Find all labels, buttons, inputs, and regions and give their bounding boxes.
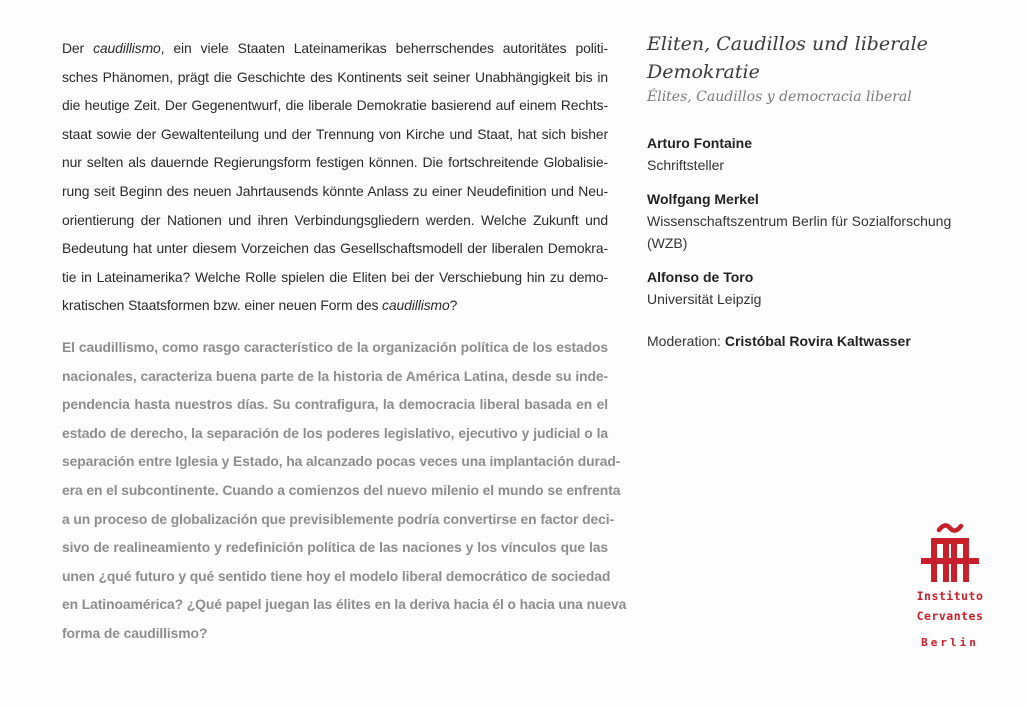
moderator-name: Cristóbal Rovira Kaltwasser xyxy=(724,333,911,349)
event-title-german: Eliten, Caudillos und liberale Demokratie xyxy=(647,33,928,83)
italic-term: caudillismo xyxy=(93,40,161,56)
german-text-line: orientierung der Nationen und ihren Verbindungsgliedern werden. Welche Zukunft und xyxy=(62,211,608,228)
german-text-line: tie in Lateinamerika? Welche Rolle spielen die Eliten bei der Verschiebung hin zu demo- xyxy=(62,268,608,285)
logo-city: Berlin xyxy=(921,636,979,649)
speaker-3 xyxy=(647,266,992,310)
spanish-text-line: pendencia hasta nuestros días. Su contrafigura, la democracia liberal basada en el xyxy=(62,396,608,413)
spanish-text-line: nacionales, caracteriza buena parte de la historia de América Latina, desde su inde- xyxy=(62,367,608,384)
spanish-text-line: a un proceso de globalización que previsiblemente podría convertirse en factor deci- xyxy=(62,510,615,527)
spanish-text-line: en Latinoamérica? ¿Qué papel juegan las élites en la deriva hacia él o hacia una nueva xyxy=(62,596,627,613)
spanish-text-line: estado de derecho, la separación de los poderes legislativo, ejecutivo y judicial o la xyxy=(62,424,608,441)
event-title-spanish: Élites, Caudillos y democracia liberal xyxy=(647,89,912,105)
logo-text-cervantes: Cervantes xyxy=(916,609,984,623)
spanish-text-line: separación entre Iglesia y Estado, ha alcanzado pocas veces una implantación durad- xyxy=(62,453,621,470)
right-column xyxy=(647,30,992,352)
speaker-affiliation: Schriftsteller xyxy=(647,157,725,173)
spanish-text-line: unen ¿qué futuro y qué sentido tiene hoy el modelo liberal democrático de sociedad xyxy=(62,567,611,584)
german-text-line: rung seit Beginn des neuen Jahrtausends könnte Anlass zu einer Neudefinition und Neu- xyxy=(62,182,608,199)
left-column xyxy=(62,34,627,647)
german-paragraph xyxy=(62,34,608,320)
speaker-1 xyxy=(647,132,992,176)
speaker-name: Wolfgang Merkel xyxy=(647,191,759,207)
speaker-2 xyxy=(647,188,992,254)
german-text-line: Bedeutung hat unter diesem Vorzeichen das Gesellschaftsmodell der liberalen Demokra- xyxy=(62,240,608,257)
spanish-text-line: era en el subcontinente. Cuando a comienzos del nuevo milenio el mundo se enfrenta xyxy=(62,481,621,498)
logo-text-instituto: Instituto xyxy=(916,589,984,603)
spanish-text-line: sivo de realineamiento y redefinición política de las naciones y los vínculos que las xyxy=(62,539,608,556)
speaker-name: Alfonso de Toro xyxy=(647,269,754,285)
speaker-name: Arturo Fontaine xyxy=(647,135,752,151)
moderation-line xyxy=(647,330,992,352)
moderation-label: Moderation: xyxy=(647,333,725,349)
spanish-text-line: forma de caudillismo? xyxy=(62,624,208,641)
german-text-line: sches Phänomen, prägt die Geschichte des Kontinents seit seiner Unabhängigkeit bis in xyxy=(62,68,608,85)
german-text-line: nur selten als dauernde Regierungsform festigen können. Die fortschreitende Globalisie- xyxy=(62,154,608,171)
speaker-affiliation: Universität Leipzig xyxy=(647,291,762,307)
instituto-cervantes-logo xyxy=(908,520,992,649)
speaker-affiliation: Wissenschaftszentrum Berlin für Sozialforschung (WZB) xyxy=(647,213,952,251)
german-text-line: staat sowie der Gewaltenteilung und der Trennung von Kirche und Staat, hat sich bisher xyxy=(62,125,608,142)
cervantes-emblem-icon xyxy=(917,520,983,586)
spanish-text-line: El caudillismo, como rasgo característico de la organización política de los estados xyxy=(62,338,608,355)
italic-term: caudillismo xyxy=(382,297,450,314)
german-text-line: die heutige Zeit. Der Gegenentwurf, die liberale Demokratie basierend auf einem Rechts- xyxy=(62,97,608,114)
german-text-line: kratischen Staatsformen bzw. einer neuen Form des caudillismo? xyxy=(62,297,458,314)
german-text-line: Der caudillismo, ein viele Staaten Lateinamerikas beherrschendes autoritätes politi- xyxy=(62,40,608,56)
spanish-paragraph xyxy=(62,333,627,648)
